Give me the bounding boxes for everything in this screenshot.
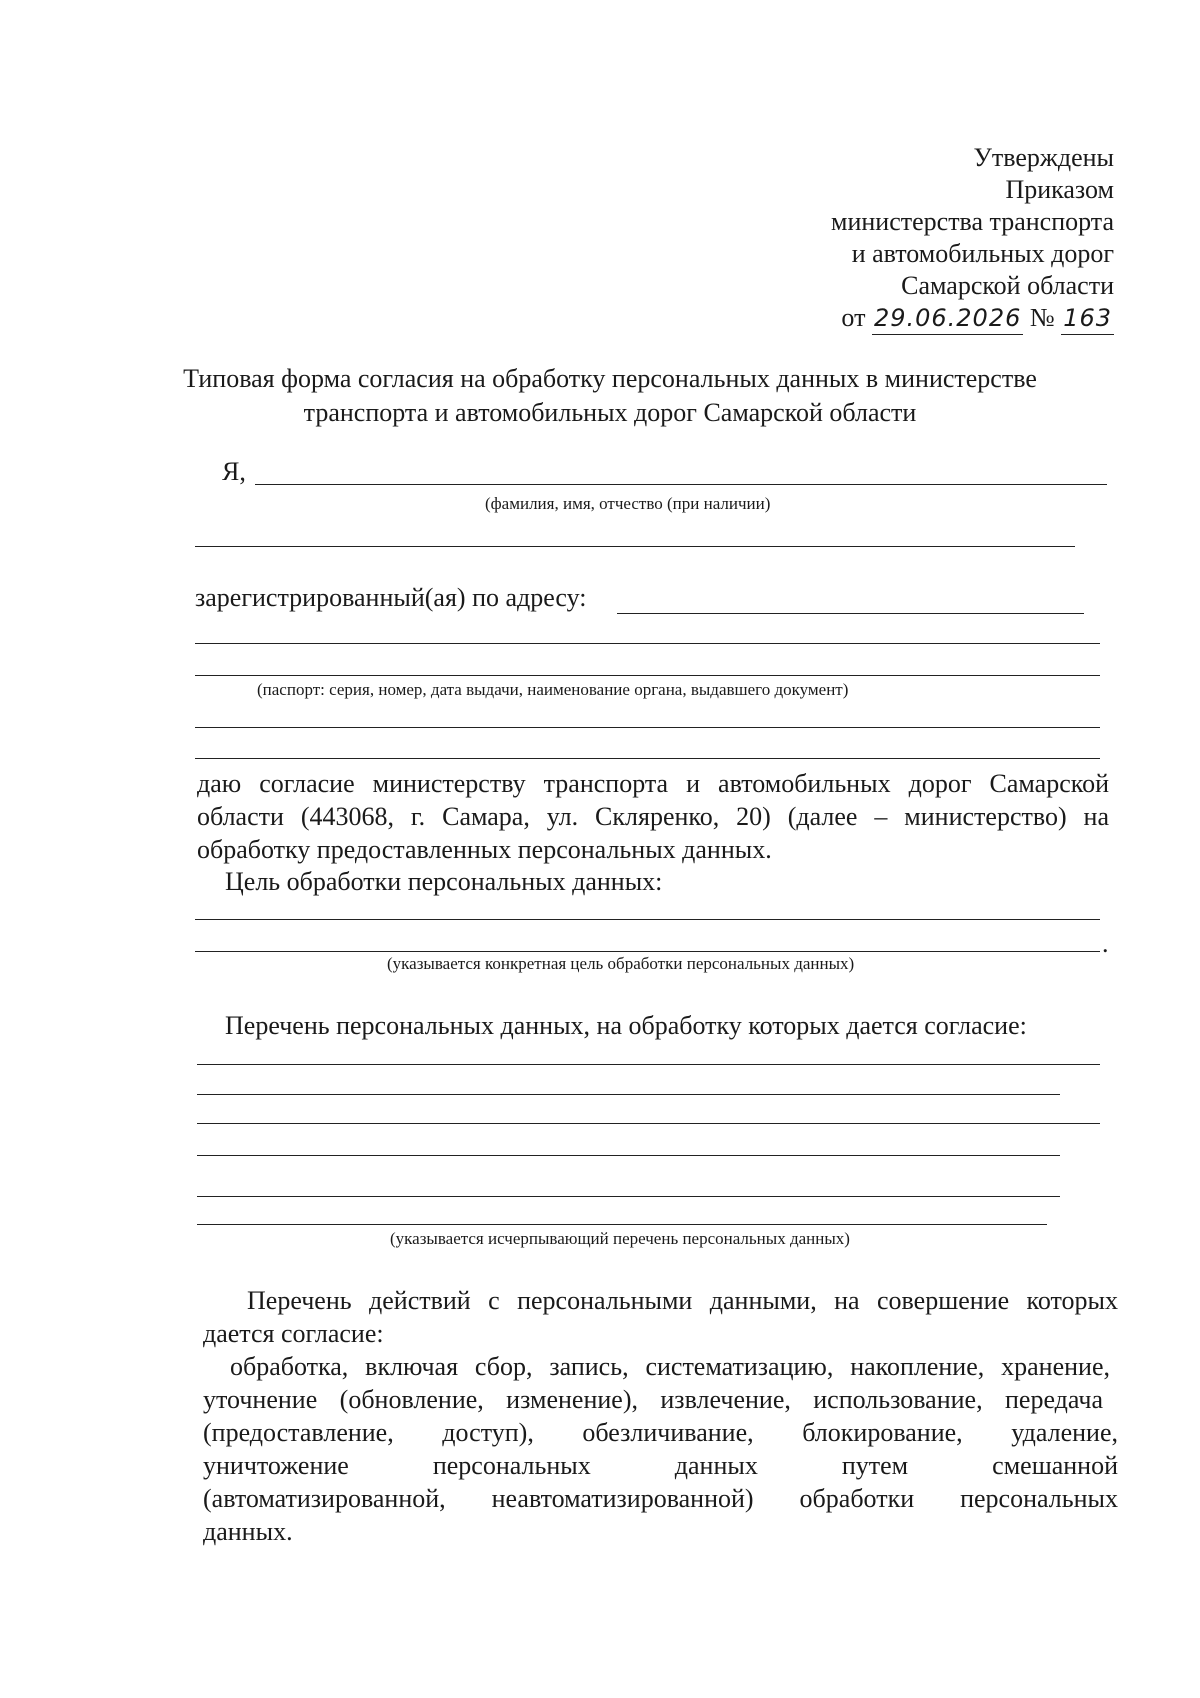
purpose-caption: (указывается конкретная цель обработки персональных данных): [387, 954, 855, 973]
list-field-line-3[interactable]: [197, 1123, 1100, 1124]
fio-caption: (фамилия, имя, отчество (при наличии): [485, 494, 771, 513]
consent-line-3: обработку предоставленных персональных данных.: [197, 835, 772, 864]
purpose-period: .: [1102, 929, 1109, 958]
list-field-line-2[interactable]: [197, 1094, 1060, 1095]
actions-body-line-4: уничтожение персональных данных путем смешанной: [203, 1451, 1118, 1480]
title-line-1: Типовая форма согласия на обработку персональных данных в министерстве: [183, 364, 1037, 393]
order-date: 29.06.2026: [872, 302, 1023, 335]
document-title: [150, 362, 1070, 430]
address-label: зарегистрированный(ая) по адресу:: [195, 583, 587, 612]
address-field-line[interactable]: [617, 613, 1084, 614]
consent-line-1: даю согласие министерству транспорта и автомобильных дорог Самарской: [197, 769, 1109, 798]
approval-line-5: Самарской области: [901, 271, 1114, 300]
i-label: Я,: [222, 457, 246, 486]
actions-intro-line-2: дается согласие:: [203, 1319, 384, 1348]
approval-line-3: министерства транспорта: [831, 207, 1114, 236]
actions-body-line-5: (автоматизированной, неавтоматизированной) обработки персональных: [203, 1484, 1118, 1513]
title-line-2: транспорта и автомобильных дорог Самарской области: [303, 398, 917, 427]
date-prefix: от: [841, 303, 866, 332]
consent-paragraph: [197, 767, 1109, 866]
fio-field-line-2[interactable]: [195, 546, 1075, 547]
list-field-line-5[interactable]: [197, 1196, 1060, 1197]
passport-field-line-3[interactable]: [195, 758, 1100, 759]
approval-line-2: Приказом: [1005, 175, 1114, 204]
order-number: 163: [1061, 302, 1114, 335]
number-prefix: №: [1029, 303, 1055, 332]
passport-field-line-1[interactable]: [195, 675, 1100, 676]
consent-line-2: области (443068, г. Самара, ул. Скляренко, 20) (далее – министерство) на: [197, 802, 1109, 831]
actions-body-line-1: обработка, включая сбор, запись, систематизацию, накопление, хранение,: [230, 1352, 1110, 1381]
purpose-label: Цель обработки персональных данных:: [225, 867, 663, 896]
actions-intro: [203, 1284, 1118, 1350]
list-caption: (указывается исчерпывающий перечень персональных данных): [390, 1229, 850, 1248]
actions-body: [203, 1350, 1118, 1548]
approval-line-4: и автомобильных дорог: [851, 239, 1114, 268]
list-field-line-4[interactable]: [197, 1155, 1060, 1156]
list-label: Перечень персональных данных, на обработку которых дается согласие:: [225, 1011, 1027, 1040]
actions-body-line-6: данных.: [203, 1517, 293, 1546]
passport-field-line-2[interactable]: [195, 727, 1100, 728]
purpose-field-line-2[interactable]: [195, 951, 1100, 952]
approval-block: [831, 142, 1114, 335]
actions-intro-line-1: Перечень действий с персональными данными, на совершение которых: [247, 1286, 1118, 1315]
approval-line-1: Утверждены: [973, 143, 1114, 172]
actions-body-line-3: (предоставление, доступ), обезличивание, блокирование, удаление,: [203, 1418, 1118, 1447]
list-field-line-6[interactable]: [197, 1224, 1047, 1225]
list-field-line-1[interactable]: [197, 1064, 1100, 1065]
fio-field-line[interactable]: [255, 484, 1107, 485]
address-field-line-2[interactable]: [195, 643, 1100, 644]
purpose-field-line-1[interactable]: [195, 919, 1100, 920]
actions-body-line-2: уточнение (обновление, изменение), извлечение, использование, передача: [203, 1385, 1103, 1414]
passport-caption: (паспорт: серия, номер, дата выдачи, наименование органа, выдавшего документ): [257, 680, 849, 699]
approval-date-line: [831, 302, 1114, 335]
